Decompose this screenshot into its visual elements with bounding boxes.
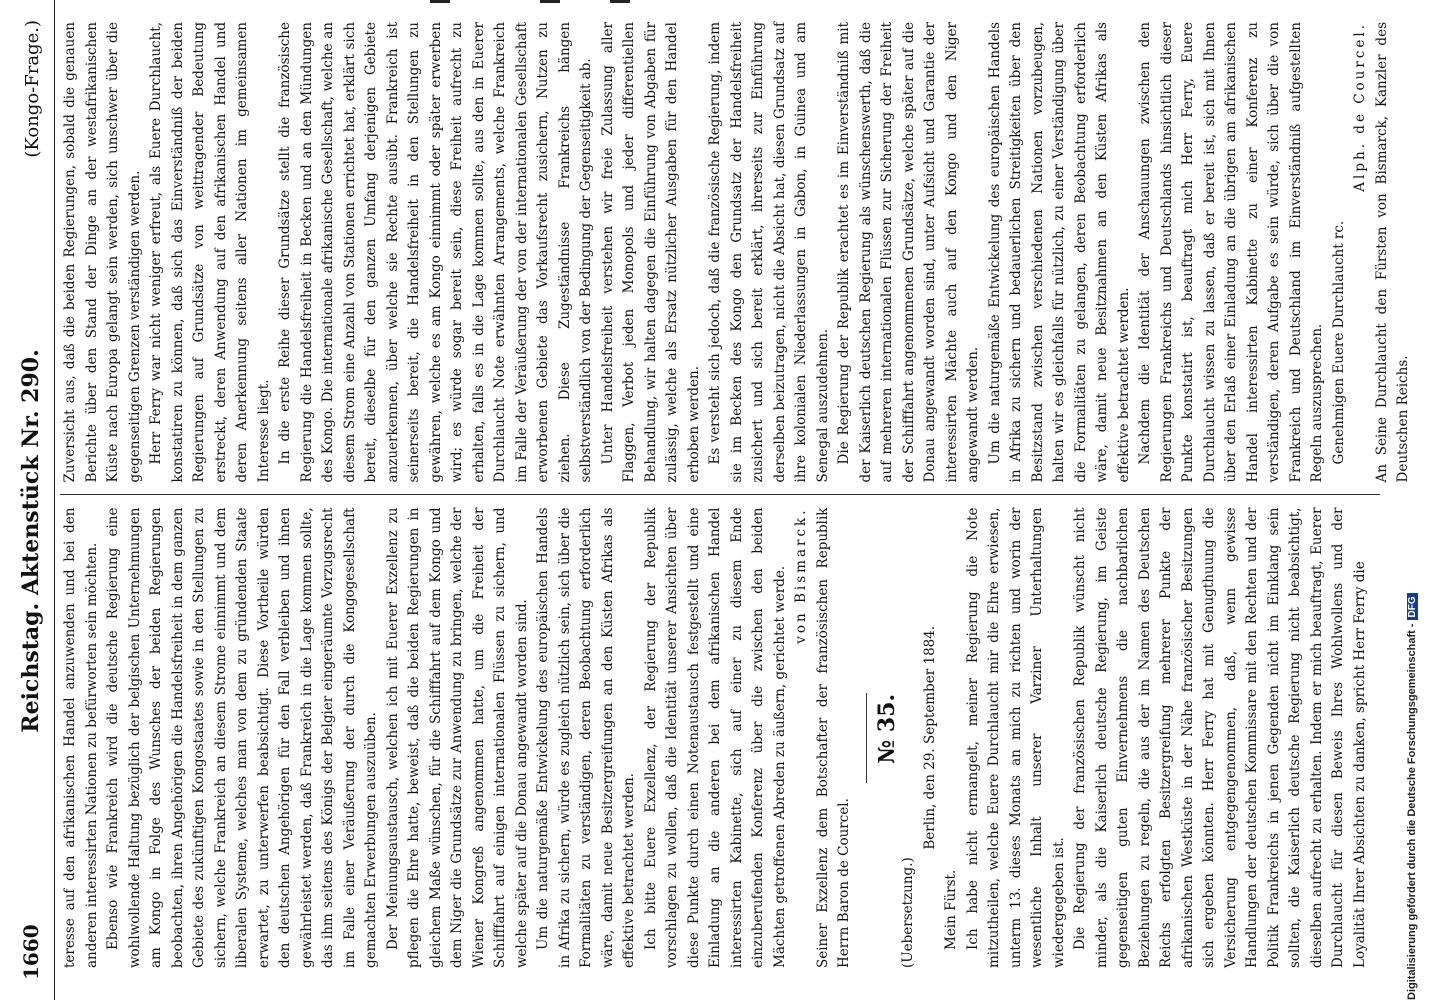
paragraph: Um die naturgemäße Entwickelung des europäischen Handels in Afrika zu sichern und bedauerlichen Streitigkeiten über den Besitzstand zwischen verschiedenen Nationen vorzubeugen, halten wir es gleichfalls für nützlich, zu einer Verständigung über die Formalitäten zu gelangen, deren Beobachtung erforderlich wäre, damit neue Besitznahmen an den Küsten Afrikas als effektive betrachtet werden. — [986, 22, 1132, 483]
paragraph: Um die naturgemäße Entwickelung des europäischen Handels in Afrika zu sichern, würde es zugleich nützlich sein, sich über die Formalitäten zu verständigen, deren Beobachtung erforderlich wäre, damit neue Besitzergreifungen an den Küsten Afrikas als effektive betrachtet werden. — [535, 507, 637, 968]
digitization-credit — [1398, 10, 1428, 1000]
left-column — [60, 496, 1380, 981]
page-subtitle: (Kongo-Frage.) — [22, 20, 43, 158]
credit-text-wrapper — [1406, 593, 1418, 1000]
paragraph: Herr Ferry war nicht weniger erfreut, als Euere Durchlaucht, konstatiren zu können, daß sich das Einverständniß der beiden Regierungen auf Grundsätze von weittragender Bedeutung erstreckt, deren Anwendung auf den afrikanischen Handel und deren Anerkennung seitens aller Nationen im gemeinsamen Interesse liegt. — [148, 22, 272, 483]
paragraph: Es versteht sich jedoch, daß die französische Regierung, indem sie im Becken des Kongo den Grundsatz der Handelsfreiheit zusichert und sich bereit erklärt, ihrerseits zur Einführung derselben beizutragen, nicht die Absicht hat, diesen Grundsatz auf ihre kolonialen Niederlassungen in Gabon, in Guinea und am Senegal auszudehnen. — [707, 22, 831, 483]
paragraph: In die erste Reihe dieser Grundsätze stellt die französische Regierung die Handelsfreiheit in Becken und an den Mündungen des Kongo. Die internationale afrikanische Gesellschaft, welche an diesem Strom eine Anzahl von Stationen errichtet hat, erklärt sich bereit, dieselbe für den ganzen Umfang derjenigen Gebiete anzuerkennen, über welche sie Rechte ausübt. Frankreich ist seinerseits bereit, die Handelsfreiheit in den Stellungen zu gewähren, welche es am Kongo einnimmt oder später erwerben wird; es würde sogar bereit sein, diese Freiheit aufrecht zu erhalten, falls es in die Lage kommen sollte, aus den in Euerer Durchlaucht Note erwähnten Arrangements, welche Frankreich im Falle der Veräußerung der von der internationalen Gesellschaft erworbenen Gebiete das Vorkaufsrecht zusichern, Nutzen zu ziehen. Diese Zugeständnisse Frankreichs hängen selbstverständlich von der Bedingung der Gegenseitigkeit ab. — [277, 22, 594, 483]
closing: Genehmigen Euere Durchlaucht rc. — [1330, 220, 1347, 465]
signature: von Bismarck. — [793, 507, 809, 644]
paragraph: teresse auf den afrikanischen Handel anzuwenden und bei den anderen interessirten Nationen zu befürworten sein möchten. — [62, 507, 100, 968]
paragraph: Unter Handelsfreiheit verstehen wir freie Zulassung aller Flaggen, Verbot jeden Monopols und jeder differentiellen Behandlung, wir halten dagegen die Einführung von Abgaben für zulässig, welche als Ersatz nützlicher Ausgaben für den Handel erhoben werden. — [599, 22, 702, 483]
document-number: № 35. — [873, 693, 900, 764]
addressee: Seiner Exzellenz dem Botschafter der französischen Republik Herrn Baron de Courcel. — [814, 507, 852, 968]
dfg-logo: DFG — [1407, 593, 1418, 620]
page-header — [18, 0, 55, 1000]
signature: Alph. de Courcel. — [1352, 22, 1368, 192]
paragraph: Zuversicht aus, daß die beiden Regierungen, sobald die genauen Berichte über den Stand der Dinge an der westafrikanischen Küste nach Europa gelangt sein werden, sich unschwer über die gegenseitigen Grenzen verständigen werden. — [62, 22, 143, 483]
paragraph: Die Regierung der Republik erachtet es im Einverständniß mit der Kaiserlich deutschen Regierung als wünschenswerth, daß die auf mehreren internationalen Flüssen zur Sicherung der Freiheit der Schifffahrt angenommenen Grundsätze, welche später auf die Donau angewandt worden sind, unter Aufsicht und Garantie der interessirten Mächte auch auf den Kongo und den Niger angewandt werden. — [836, 22, 981, 483]
dateline: Berlin, den 29. September 1884. — [921, 625, 938, 850]
divider — [866, 693, 867, 783]
page-number: 1660 — [19, 924, 43, 980]
translation-note: (Uebersetzung.) — [900, 857, 916, 968]
paragraph: Der Meinungsaustausch, welchen ich mit Euerer Exzellenz zu pflegen die Ehre hatte, beweist, daß die beiden Regierungen in gleichem Maße wünschen, für die Schifffahrt auf dem Kongo und dem Niger die Grundsätze zur Anwendung zu bringen, welche der Wiener Kongreß angenommen hatte, um die Freiheit der Schifffahrt auf einigen internationalen Flüssen zu sichern, und welche später auf die Donau angewandt worden sind. — [384, 507, 530, 968]
paragraph: Nachdem die Identität der Anschauungen zwischen den Regierungen Frankreichs und Deutschlands hinsichtlich dieser Punkte konstatirt ist, beauftragt mich Herr Ferry, Euere Durchlaucht wissen zu lassen, daß er bereit ist, sich mit Ihnen über den Erlaß einer Einladung an die übrigen am afrikanischen Handel interessirten Kabinette zu einer Konferenz zu verständigen, deren Aufgabe es sein würde, sich über die von Frankreich und Deutschland im Einverständniß aufgestellten Regeln auszusprechen. — [1137, 22, 1325, 483]
paragraph: Die Regierung der französischen Republik wünscht nicht minder, als die Kaiserlich deutsche Regierung, im Geiste gegenseitigen guten Einvernehmens die nachbarlichen Beziehungen zu regeln, die aus der im Namen des Deutschen Reichs erfolgten Besitzergreifung mehrerer Punkte der afrikanischen Westküste in der Nähe französischer Besitzungen sich ergeben könnten. Herr Ferry hat mit Genugthuung die Versicherung entgegengenommen, daß, wenn gewisse Handlungen der deutschen Kommissare mit den Rechten und der Politik Frankreichs in jenen Gegenden nicht im Einklang sein sollten, die Kaiserlich deutsche Regierung nicht beabsichtigt, dieselben aufrecht zu erhalten. Indem er mich beauftragt, Euerer Durchlaucht für diesen Beweis Ihres Wohlwollens und der Loyalität Ihrer Absichten zu danken, spricht Herr Ferry die — [1072, 507, 1368, 968]
page-title: Reichstag. Aktenstück Nr. 290. — [18, 349, 44, 733]
paragraph: Ich habe nicht ermangelt, meiner Regierung die Note mitzutheilen, welche Euere Durchlaucht mir die Ehre erwiesen, unterm 13. dieses Monats an mich zu richten und worin der wesentliche Inhalt unserer Varziner Unterhaltungen wiedergegeben ist. — [964, 507, 1067, 968]
paragraph: Ich bitte Euere Exzellenz, der Regierung der Republik vorschlagen zu wollen, daß die Identität unserer Ansichten über diese Punkte durch einen Notenaustausch festgestellt und eine Einladung an die anderen bei dem afrikanischen Handel interessirten Kabinette, sich auf einer zu diesem Ende einzuberufenden Konferenz über die zwischen den beiden Mächten getroffenen Abreden zu äußern, gerichtet werde. — [642, 507, 788, 968]
paragraph: Ebenso wie Frankreich wird die deutsche Regierung eine wohlwollende Haltung bezüglich der belgischen Unternehmungen am Kongo in Folge des Wunsches der beiden Regierungen beobachten, ihren Angehörigen die Handelsfreiheit in dem ganzen Gebiete des zukünftigen Kongostaates sowie in den Stellungen zu sichern, welche Frankreich an diesem Strome einnimmt und dem liberalen Systeme, welches man von dem zu gründenden Staate erwartet, zu unterwerfen beabsichtigt. Diese Vortheile würden den deutschen Angehörigen für den Fall verbleiben und ihnen gewährleistet werden, daß Frankreich in die Lage kommen sollte, das ihm seitens des Königs der Belgier eingeräumte Vorzugsrecht im Falle einer Veräußerung der durch die Kongogesellschaft gemachten Erwerbungen auszuüben. — [105, 507, 379, 968]
text-columns — [60, 10, 1411, 980]
addressee: An Seine Durchlaucht den Fürsten von Bismarck, Kanzler des Deutschen Reichs. — [1373, 22, 1411, 483]
credit-text: Digitalisierung gefördert durch die Deutsche Forschungsgemeinschaft - — [1406, 623, 1418, 1000]
salutation: Mein Fürst. — [943, 869, 959, 950]
right-column — [60, 10, 1411, 496]
